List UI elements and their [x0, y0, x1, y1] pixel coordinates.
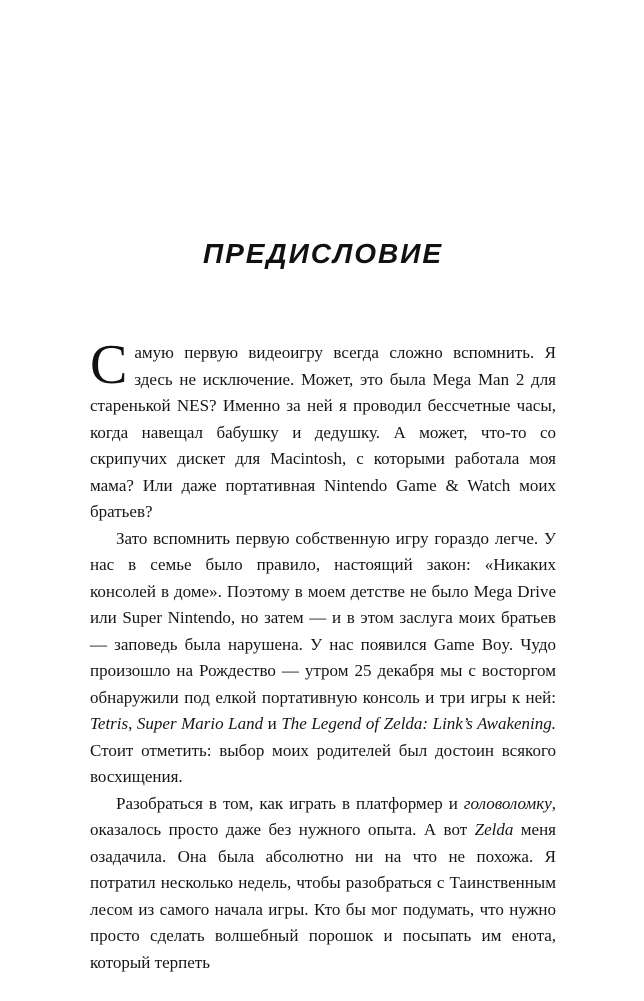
chapter-title: ПРЕДИСЛОВИЕ	[202, 238, 444, 269]
text-run: ,	[128, 714, 137, 733]
text-run: меня озадачила. Она была абсолютно ни на что не похожа. Я потратил несколько недель, чтобы разобраться с Таинственным лесом из самого начала игры. Кто бы мог подумать, что нужно просто сделать волшебный порошок и посыпать им енота, который терпеть	[90, 820, 556, 972]
italic-text-run: Zelda	[474, 820, 514, 839]
text-run: и	[263, 714, 282, 733]
body-text	[90, 334, 557, 976]
paragraph	[90, 526, 556, 791]
italic-text-run: The Legend of Zelda: Link’s Awakening.	[281, 714, 557, 733]
dropcap-letter: С	[90, 334, 128, 396]
text-run: Разобраться в том, как играть в платформер и	[116, 793, 464, 813]
text-run: Зато вспомнить первую собственную игру гораздо легче. У нас в семье было правило, настоящий закон: «Никаких консолей в доме». Поэтому в моем детстве не было Mega Drive или Super Nintendo, но затем — и в этом заслуга моих братьев — заповедь была нарушена. У нас появился Game Boy. Чудо произошло на Рождество — утром 25 декабря мы с восторгом обнаружили под елкой портативную консоль и три игры к ней:	[90, 528, 556, 707]
text-run: Стоит отметить: выбор моих родителей был достоин всякого восхищения.	[90, 740, 556, 786]
paragraph	[90, 334, 556, 526]
text-run: амую первую видеоигру всегда сложно вспомнить. Я здесь не исключение. Может, это была Mega Man 2 для старенькой NES? Именно за ней я проводил бессчетные часы, когда навещал бабушку и дедушку. А может, что-то со скрипучих дискет для Macintosh, с которыми работала моя мама? Или даже портативная Nintendo Game & Watch моих братьев?	[90, 343, 556, 521]
italic-text-run: головоломку	[463, 793, 552, 813]
italic-text-run: Super Mario Land	[136, 714, 264, 733]
text-run: , оказалось просто даже без нужного опыта. А вот	[90, 793, 556, 839]
italic-text-run: Tetris	[90, 714, 129, 733]
paragraph	[90, 791, 556, 977]
